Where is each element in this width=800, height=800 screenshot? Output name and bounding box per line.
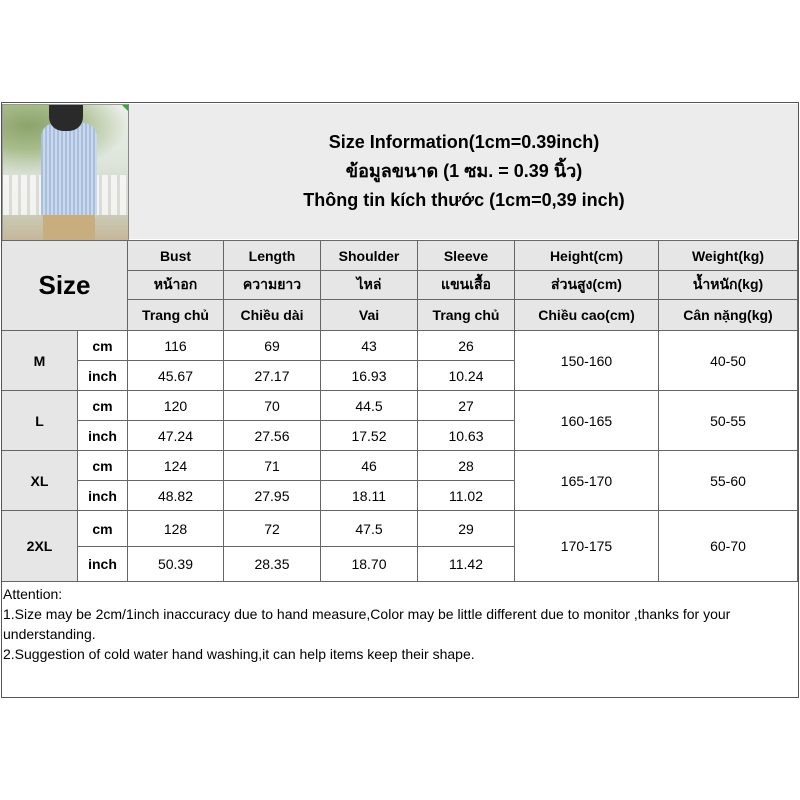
- column-header-th: ส่วนสูง(cm): [515, 271, 659, 300]
- column-header-th: น้ำหนัก(kg): [659, 271, 798, 300]
- cm-value-cell: 70: [224, 391, 321, 421]
- inch-value-cell: 18.70: [321, 547, 418, 582]
- cm-value-cell: 71: [224, 451, 321, 481]
- unit-label-inch: inch: [78, 481, 128, 511]
- inch-value-cell: 17.52: [321, 421, 418, 451]
- height-range-cell: 165-170: [515, 451, 659, 511]
- unit-label-cm: cm: [78, 331, 128, 361]
- column-header-en: Length: [224, 241, 321, 271]
- column-header-vi: Chiều dài: [224, 300, 321, 331]
- cm-value-cell: 26: [418, 331, 515, 361]
- cm-value-cell: 27: [418, 391, 515, 421]
- cm-value-cell: 124: [128, 451, 224, 481]
- height-range-cell: 170-175: [515, 511, 659, 582]
- inch-value-cell: 11.42: [418, 547, 515, 582]
- unit-label-inch: inch: [78, 361, 128, 391]
- cm-value-cell: 29: [418, 511, 515, 547]
- inch-value-cell: 50.39: [128, 547, 224, 582]
- cm-value-cell: 116: [128, 331, 224, 361]
- weight-range-cell: 60-70: [659, 511, 798, 582]
- inch-value-cell: 16.93: [321, 361, 418, 391]
- cm-value-cell: 44.5: [321, 391, 418, 421]
- column-header-en: Bust: [128, 241, 224, 271]
- cm-value-cell: 46: [321, 451, 418, 481]
- cm-value-cell: 128: [128, 511, 224, 547]
- photo-skirt: [43, 215, 95, 241]
- size-row-label: M: [2, 331, 78, 391]
- inch-value-cell: 27.17: [224, 361, 321, 391]
- attention-notes: [3, 584, 797, 664]
- inch-value-cell: 10.24: [418, 361, 515, 391]
- inch-value-cell: 18.11: [321, 481, 418, 511]
- unit-label-cm: cm: [78, 511, 128, 547]
- size-header-label: Size: [2, 241, 128, 331]
- column-header-vi: Trang chủ: [418, 300, 515, 331]
- size-row-label: XL: [2, 451, 78, 511]
- height-range-cell: 160-165: [515, 391, 659, 451]
- product-photo: [2, 104, 129, 241]
- inch-value-cell: 28.35: [224, 547, 321, 582]
- attention-note-2: 2.Suggestion of cold water hand washing,it can help items keep their shape.: [3, 646, 475, 662]
- cm-value-cell: 120: [128, 391, 224, 421]
- column-header-th: ไหล่: [321, 271, 418, 300]
- column-header-en: Weight(kg): [659, 241, 798, 271]
- column-header-vi: Trang chủ: [128, 300, 224, 331]
- column-header-vi: Vai: [321, 300, 418, 331]
- column-header-en: Height(cm): [515, 241, 659, 271]
- cm-value-cell: 28: [418, 451, 515, 481]
- inch-value-cell: 27.95: [224, 481, 321, 511]
- column-header-en: Sleeve: [418, 241, 515, 271]
- size-chart: [0, 102, 800, 698]
- header-line-thai: ข้อมูลขนาด (1 ซม. = 0.39 นิ้ว): [345, 161, 583, 181]
- size-row-label: L: [2, 391, 78, 451]
- weight-range-cell: 40-50: [659, 331, 798, 391]
- unit-label-inch: inch: [78, 421, 128, 451]
- inch-value-cell: 47.24: [128, 421, 224, 451]
- photo-hair: [49, 105, 83, 131]
- header-line-vietnamese: Thông tin kích thước (1cm=0,39 inch): [303, 190, 625, 210]
- height-range-cell: 150-160: [515, 331, 659, 391]
- size-row-label: 2XL: [2, 511, 78, 582]
- cm-value-cell: 47.5: [321, 511, 418, 547]
- column-header-th: แขนเสื้อ: [418, 271, 515, 300]
- inch-value-cell: 10.63: [418, 421, 515, 451]
- unit-label-inch: inch: [78, 547, 128, 582]
- header-divider: [2, 240, 798, 241]
- inch-value-cell: 48.82: [128, 481, 224, 511]
- cm-value-cell: 69: [224, 331, 321, 361]
- attention-note-1: 1.Size may be 2cm/1inch inaccuracy due to hand measure,Color may be little different due to monitor ,thanks for your understanding.: [3, 606, 731, 642]
- size-info-header: [128, 104, 799, 239]
- weight-range-cell: 50-55: [659, 391, 798, 451]
- column-header-vi: Cân nặng(kg): [659, 300, 798, 331]
- inch-value-cell: 27.56: [224, 421, 321, 451]
- unit-label-cm: cm: [78, 391, 128, 421]
- cm-value-cell: 72: [224, 511, 321, 547]
- column-header-th: ความยาว: [224, 271, 321, 300]
- column-header-en: Shoulder: [321, 241, 418, 271]
- column-header-th: หน้าอก: [128, 271, 224, 300]
- unit-label-cm: cm: [78, 451, 128, 481]
- attention-title: Attention:: [3, 586, 63, 602]
- inch-value-cell: 45.67: [128, 361, 224, 391]
- photo-shirt: [41, 123, 97, 219]
- column-header-vi: Chiều cao(cm): [515, 300, 659, 331]
- cm-value-cell: 43: [321, 331, 418, 361]
- inch-value-cell: 11.02: [418, 481, 515, 511]
- header-line-english: Size Information(1cm=0.39inch): [328, 132, 600, 152]
- weight-range-cell: 55-60: [659, 451, 798, 511]
